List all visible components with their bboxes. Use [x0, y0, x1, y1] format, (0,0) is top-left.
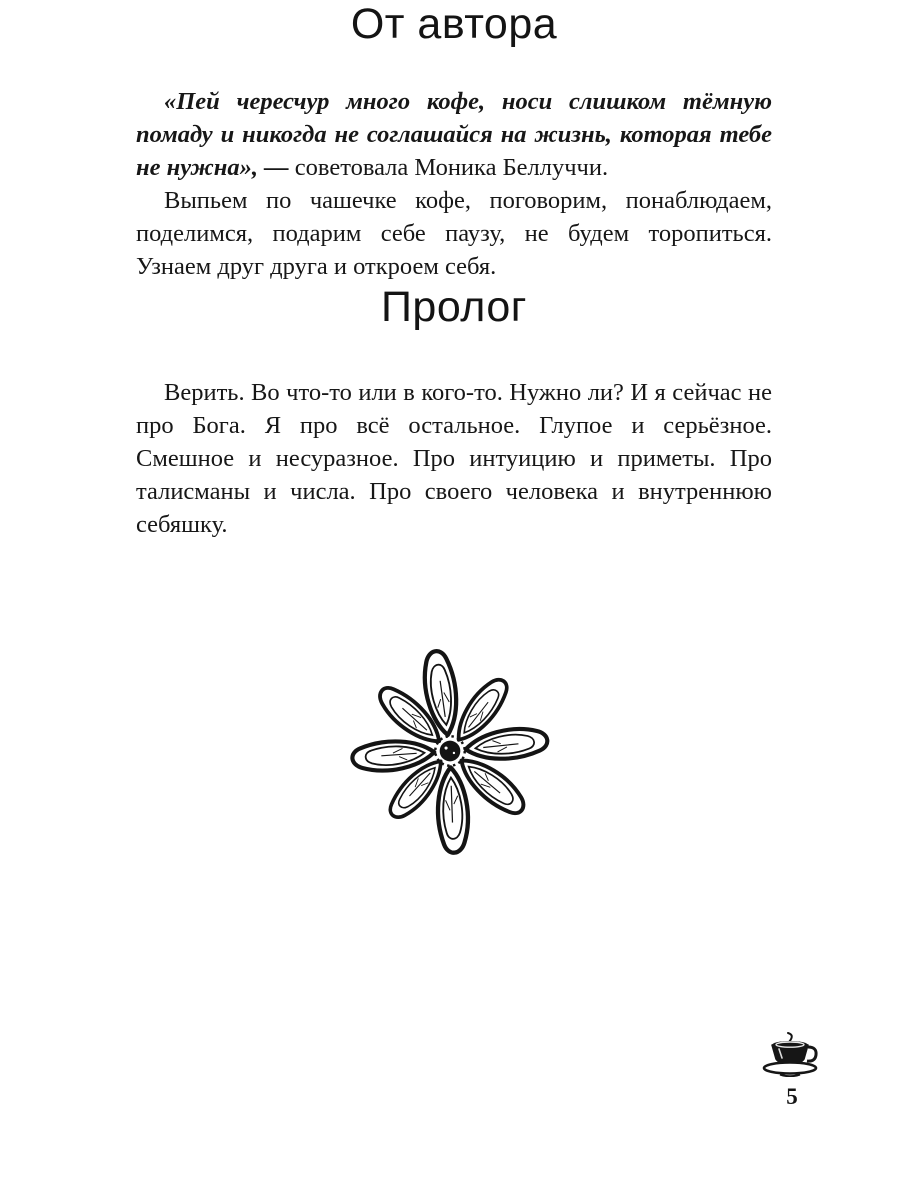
quote-attribution: советовала Моника Беллуччи.	[294, 154, 609, 181]
author-paragraph: Выпьем по чашечке кофе, поговорим, понаблюдаем, поделимся, подарим себе паузу, не будем торопиться. Узнаем друг друга и откроем себя.	[136, 187, 772, 280]
page-number: 5	[786, 1084, 798, 1109]
coffee-cup-icon	[762, 1031, 822, 1077]
quote-paragraph	[136, 85, 772, 184]
star-anise-icon	[332, 633, 568, 869]
star-anise-illustration	[0, 633, 900, 874]
heading-prologue: Пролог	[381, 283, 527, 331]
prologue-paragraph: Верить. Во что-то или в кого-то. Нужно ли? И я сейчас не про Бога. Я про всё остальное. Глупое и серьёзное. Смешное и несуразное. Про интуицию и приметы. Про талисманы и числа. Про своего человека и внутреннюю себяшку.	[136, 379, 772, 538]
heading-from-author: От автора	[350, 0, 558, 48]
quote-text: «Пей чересчур много кофе, носи слишком тёмную помаду и никогда не соглашайся на жизнь, которая тебе не нужна», —	[136, 88, 772, 181]
text-block	[0, 0, 900, 541]
page-footer	[760, 1031, 824, 1110]
